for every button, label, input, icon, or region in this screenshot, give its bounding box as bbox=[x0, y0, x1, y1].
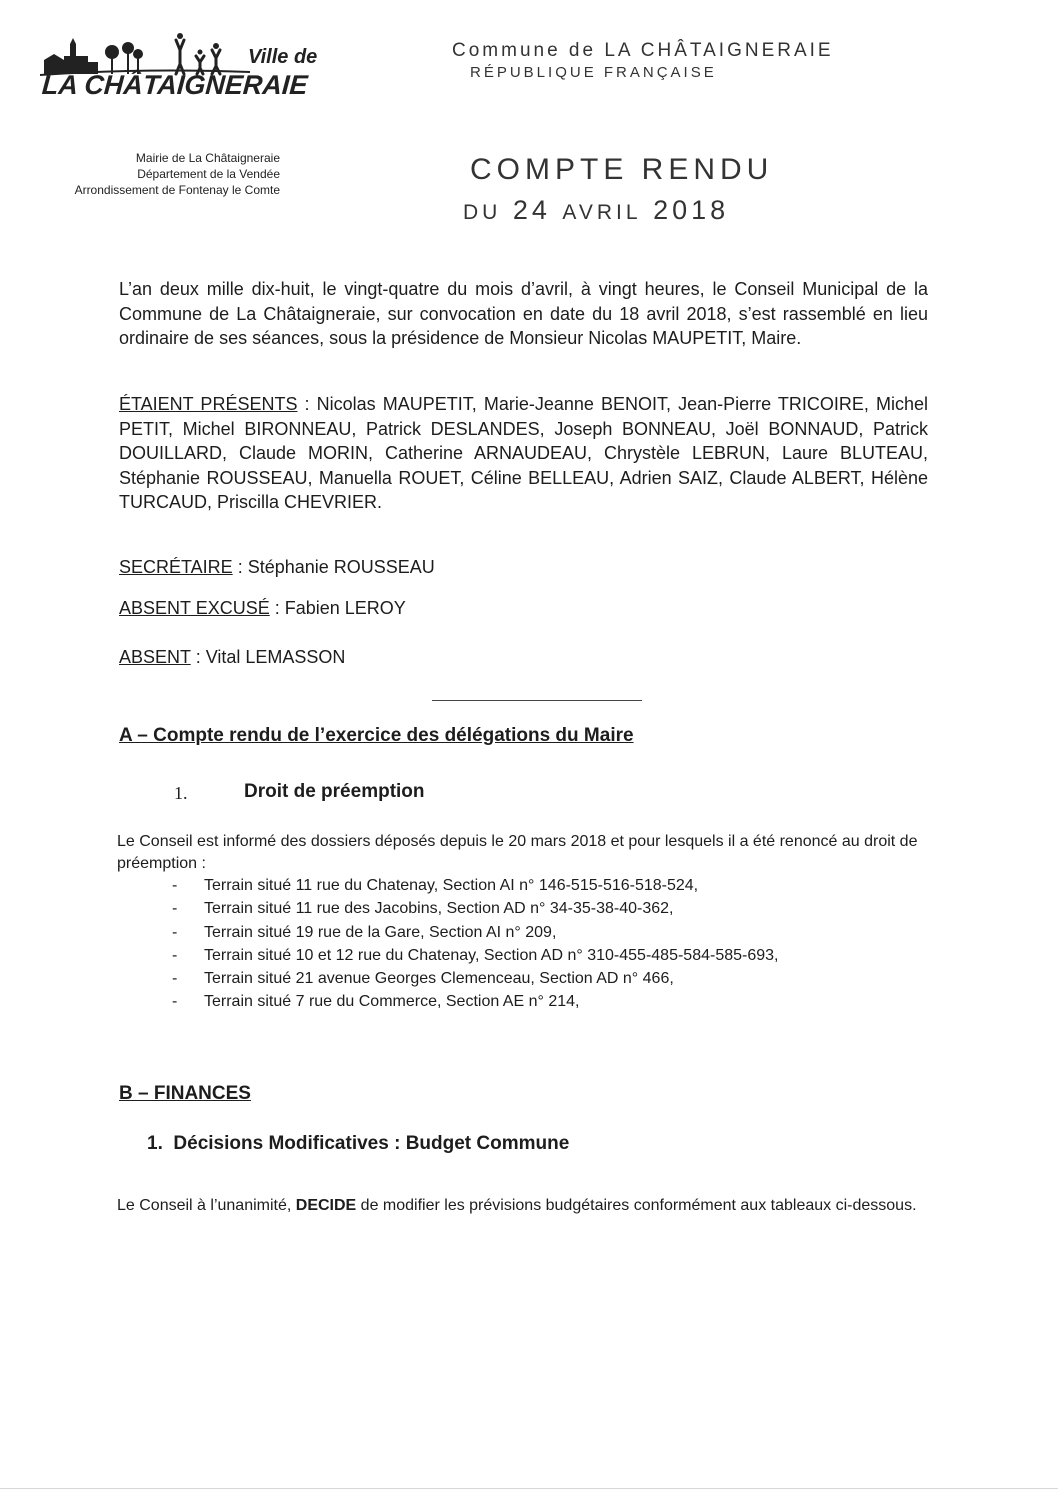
bullet-dash: - bbox=[172, 900, 178, 918]
section-b-title: B – FINANCES bbox=[119, 1083, 251, 1104]
departement-line: Département de la Vendée bbox=[137, 167, 280, 181]
list-item-text: Terrain situé 11 rue du Chatenay, Section AI n° 146-515-516-518-524, bbox=[204, 877, 699, 894]
section-b-body-start: Le Conseil à l’unanimité, bbox=[117, 1197, 296, 1214]
absent-excuse-line bbox=[119, 596, 928, 621]
republique-header: RÉPUBLIQUE FRANÇAISE bbox=[470, 64, 717, 81]
list-item-text: Terrain situé 11 rue des Jacobins, Section AD n° 34-35-38-40-362, bbox=[204, 900, 674, 918]
section-a-body: Le Conseil est informé des dossiers déposés depuis le 20 mars 2018 et pour lesquels il a été renoncé au droit de préemption : bbox=[117, 833, 918, 872]
absent-excuse-name: : Fabien LEROY bbox=[269, 598, 406, 618]
logo-town-name: LA CHÂTAIGNERAIE bbox=[40, 70, 309, 100]
list-item-text: Terrain situé 19 rue de la Gare, Section AI n° 209, bbox=[204, 923, 557, 941]
absent-name: : Vital LEMASSON bbox=[190, 647, 346, 667]
list-item bbox=[172, 967, 778, 990]
bullet-dash: - bbox=[172, 970, 178, 988]
presents-label: ÉTAIENT PRÉSENTS bbox=[119, 394, 298, 414]
section-b-decide: DECIDE bbox=[295, 1197, 357, 1214]
arrondissement-line: Arrondissement de Fontenay le Comte bbox=[74, 183, 280, 197]
item-number: 1. bbox=[174, 783, 188, 803]
section-divider bbox=[432, 700, 642, 701]
document-date bbox=[463, 195, 729, 226]
list-item bbox=[172, 921, 778, 944]
bullet-dash: - bbox=[172, 923, 178, 941]
presents-paragraph bbox=[119, 392, 928, 515]
section-a-item-title: Droit de préemption bbox=[244, 781, 425, 802]
town-logo bbox=[40, 30, 330, 110]
absent-excuse-label: ABSENT EXCUSÉ bbox=[119, 598, 270, 618]
list-item bbox=[172, 897, 778, 920]
date-year: 2018 bbox=[653, 195, 730, 225]
list-item bbox=[172, 990, 778, 1013]
date-month: AVRIL bbox=[562, 201, 642, 224]
list-item-text: Terrain situé 7 rue du Commerce, Section AE n° 214, bbox=[204, 993, 580, 1011]
presents-list: : Nicolas MAUPETIT, Marie-Jeanne BENOIT, Jean-Pierre TRICOIRE, Michel PETIT, Michel BIRONNEAU, Patrick DESLANDES, Joseph BONNEAU, Joël BONNAUD, Patrick DOUILLARD, Claude MORIN, Catherine ARNAUDEAU, Chrystèle LEBRUN, Laure BLUTEAU, Stéphanie ROUSSEAU, Manuella ROUET, Céline BELLEAU, Adrien SAIZ, Claude ALBERT, Hélène TURCAUD, Priscilla CHEVRIER. bbox=[119, 394, 929, 512]
section-a-title: A – Compte rendu de l’exercice des délégations du Maire bbox=[119, 725, 634, 746]
bullet-dash: - bbox=[172, 877, 178, 894]
preemption-list bbox=[172, 874, 778, 1014]
date-du: DU bbox=[463, 201, 502, 224]
date-day: 24 bbox=[512, 195, 551, 225]
scan-edge bbox=[0, 1488, 1058, 1489]
list-item bbox=[172, 874, 778, 897]
mairie-address bbox=[40, 150, 280, 198]
list-item-text: Terrain situé 21 avenue Georges Clemenceau, Section AD n° 466, bbox=[204, 970, 674, 988]
logo-ville-de: Ville de bbox=[248, 46, 318, 68]
mairie-line: Mairie de La Châtaigneraie bbox=[135, 151, 280, 165]
section-b-body-end: de modifier les prévisions budgétaires conformément aux tableaux ci-dessous. bbox=[356, 1197, 917, 1214]
list-item-text: Terrain situé 10 et 12 rue du Chatenay, Section AD n° 310-455-485-584-585-693, bbox=[204, 946, 779, 964]
absent-line bbox=[119, 645, 928, 670]
document-title: COMPTE RENDU bbox=[470, 153, 774, 186]
absent-label: ABSENT bbox=[119, 647, 191, 667]
section-b-item-title: 1. Décisions Modificatives : Budget Commune bbox=[147, 1133, 570, 1154]
bullet-dash: - bbox=[172, 946, 178, 964]
bullet-dash: - bbox=[172, 993, 178, 1011]
intro-paragraph: L’an deux mille dix-huit, le vingt-quatre du mois d’avril, à vingt heures, le Conseil Municipal de la Commune de La Châtaigneraie, sur convocation en date du 18 avril 2018, s’est rassemblé en lieu ordinaire de ses séances, sous la présidence de Monsieur Nicolas MAUPETIT, Maire. bbox=[119, 279, 928, 348]
section-b-body bbox=[117, 1195, 917, 1217]
list-item bbox=[172, 944, 778, 967]
secretaire-label: SECRÉTAIRE bbox=[119, 557, 233, 577]
secretaire-name: : Stéphanie ROUSSEAU bbox=[232, 557, 435, 577]
commune-header: Commune de LA CHÂTAIGNERAIE bbox=[452, 40, 834, 61]
secretaire-line bbox=[119, 555, 928, 580]
